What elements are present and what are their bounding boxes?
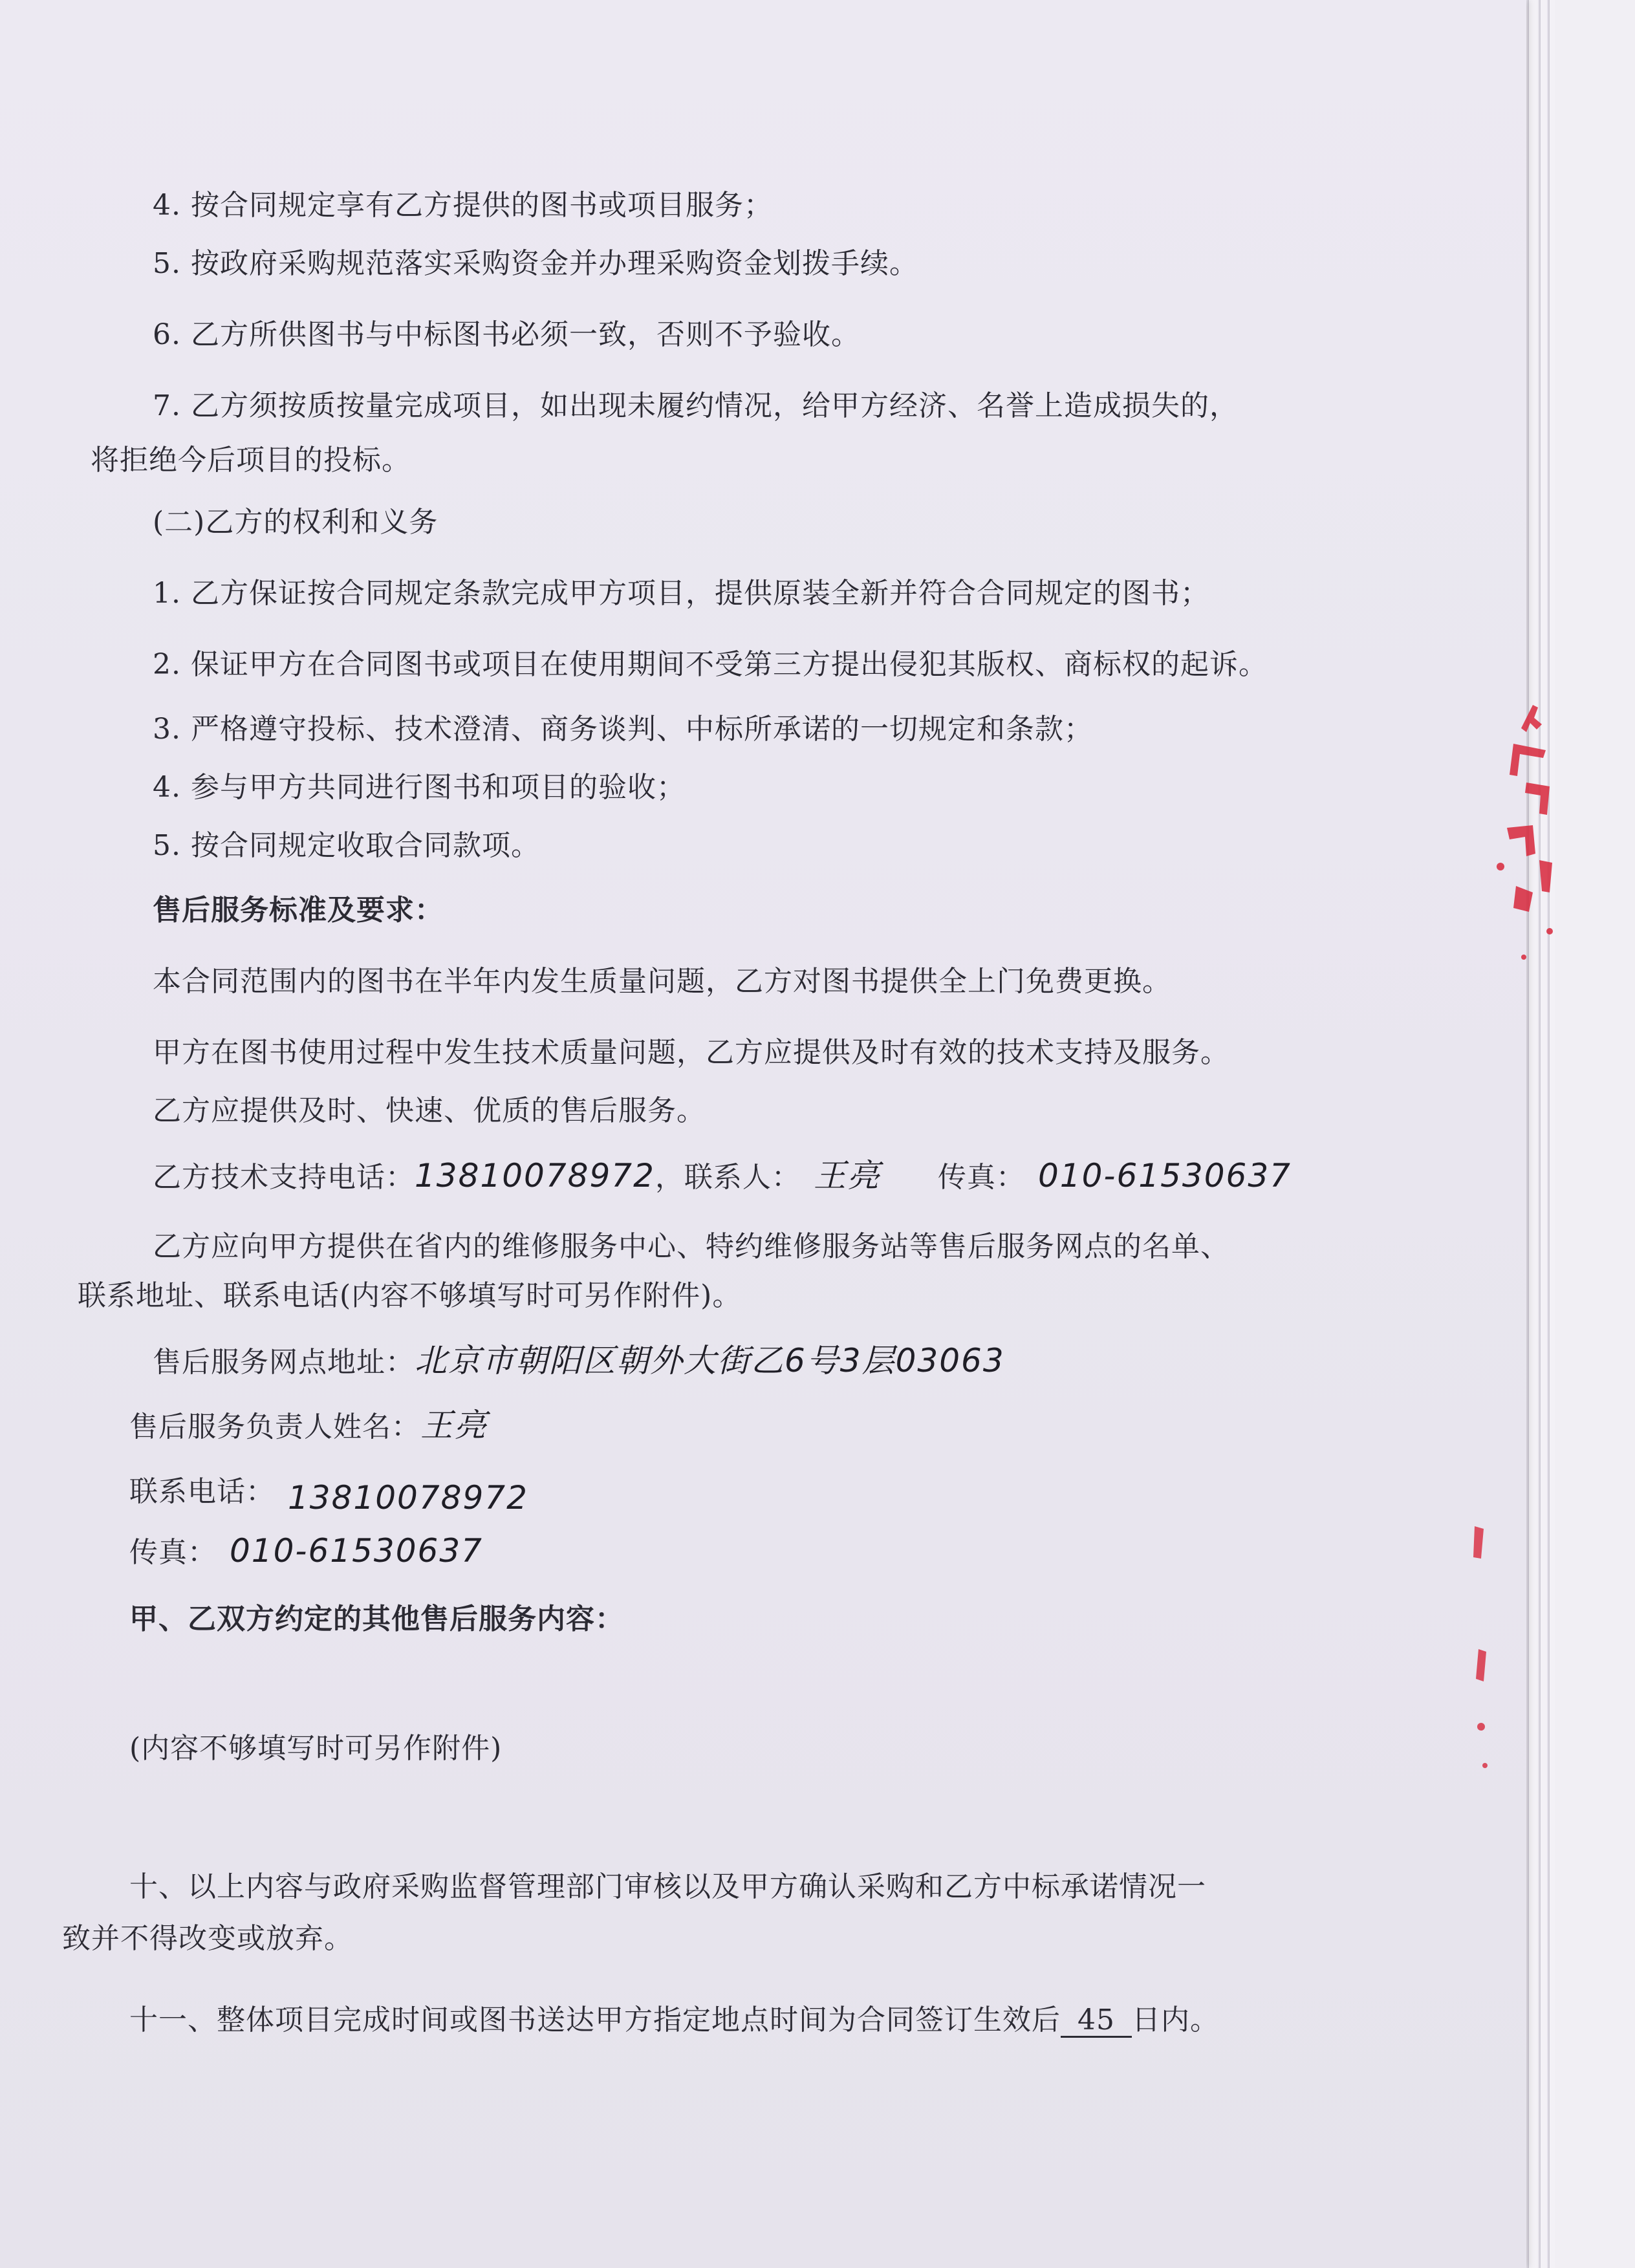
network-manager-value: 王亮 bbox=[420, 1407, 488, 1444]
support-fax-label: 传真： bbox=[938, 1161, 1025, 1194]
network-phone-label: 联系电话： bbox=[129, 1475, 275, 1508]
after-sales-1: 本合同范围内的图书在半年内发生质量问题，乙方对图书提供全上门免费更换。 bbox=[153, 965, 1171, 998]
seal-stamp-fragment bbox=[1488, 698, 1565, 970]
buyer-right-7: 7. 乙方须按质按量完成项目，如出现未履约情况，给甲方经济、名誉上造成损失的， bbox=[153, 389, 1239, 422]
network-phone-line bbox=[129, 1472, 528, 1517]
clause-11-line bbox=[129, 2002, 1219, 2038]
support-contact-value: 王亮 bbox=[813, 1157, 881, 1194]
network-address-line bbox=[153, 1343, 1005, 1381]
back-page bbox=[1555, 0, 1635, 2268]
network-fax-value: 010-61530637 bbox=[230, 1532, 483, 1570]
seller-duty-1: 1. 乙方保证按合同规定条款完成甲方项目，提供原装全新并符合合同规定的图书； bbox=[153, 577, 1209, 610]
buyer-right-7-cont: 将拒绝今后项目的投标。 bbox=[91, 444, 411, 477]
network-address-value: 北京市朝阳区朝外大街乙6号3层03063 bbox=[415, 1342, 1005, 1379]
seller-duty-5: 5. 按合同规定收取合同款项。 bbox=[153, 829, 540, 862]
network-manager-label: 售后服务负责人姓名： bbox=[129, 1410, 420, 1443]
page-edge bbox=[1548, 0, 1555, 2268]
other-services-heading: 甲、乙双方约定的其他售后服务内容： bbox=[129, 1603, 624, 1636]
after-sales-2: 甲方在图书使用过程中发生技术质量问题，乙方应提供及时有效的技术支持及服务。 bbox=[153, 1036, 1229, 1069]
buyer-right-6: 6. 乙方所供图书与中标图书必须一致，否则不予验收。 bbox=[153, 318, 860, 351]
buyer-right-4: 4. 按合同规定享有乙方提供的图书或项目服务； bbox=[153, 189, 773, 222]
support-contact-label: ，联系人： bbox=[655, 1161, 801, 1194]
support-phone-value: 13810078972 bbox=[415, 1157, 655, 1194]
seller-duty-2: 2. 保证甲方在合同图书或项目在使用期间不受第三方提出侵犯其版权、商标权的起诉。 bbox=[153, 648, 1268, 681]
network-address-label: 售后服务网点地址： bbox=[153, 1346, 415, 1379]
network-line-2: 联系地址、联系电话(内容不够填写时可另作附件)。 bbox=[78, 1279, 742, 1312]
network-fax-line bbox=[129, 1533, 483, 1571]
section-seller-rights: (二)乙方的权利和义务 bbox=[153, 506, 439, 539]
after-sales-heading: 售后服务标准及要求： bbox=[153, 894, 444, 927]
network-phone-value: 13810078972 bbox=[288, 1479, 528, 1517]
stamp-ink-marks bbox=[1455, 1520, 1507, 1778]
page-edge bbox=[1539, 0, 1547, 2268]
clause-11-suffix: 日内。 bbox=[1132, 2003, 1219, 2036]
clause-10-line-1: 十、以上内容与政府采购监督管理部门审核以及甲方确认采购和乙方中标承诺情况一 bbox=[129, 1870, 1206, 1903]
support-fax-value: 010-61530637 bbox=[1038, 1157, 1292, 1194]
clause-11-prefix: 十一、整体项目完成时间或图书送达甲方指定地点时间为合同签订生效后 bbox=[129, 2003, 1061, 2036]
other-services-note: (内容不够填写时可另作附件) bbox=[129, 1732, 503, 1765]
network-line-1: 乙方应向甲方提供在省内的维修服务中心、特约维修服务站等售后服务网点的名单、 bbox=[153, 1230, 1229, 1263]
after-sales-3: 乙方应提供及时、快速、优质的售后服务。 bbox=[153, 1094, 706, 1127]
clause-10-line-2: 致并不得改变或放弃。 bbox=[62, 1922, 353, 1955]
support-line bbox=[153, 1158, 881, 1196]
page-edge bbox=[1528, 0, 1538, 2268]
network-fax-label: 传真： bbox=[129, 1536, 217, 1569]
support-fax-line bbox=[938, 1158, 1292, 1196]
seller-duty-3: 3. 严格遵守投标、技术澄清、商务谈判、中标所承诺的一切规定和条款； bbox=[153, 713, 1093, 746]
network-manager-line bbox=[129, 1407, 488, 1445]
clause-11-days: 45 bbox=[1061, 2005, 1132, 2038]
support-phone-label: 乙方技术支持电话： bbox=[153, 1161, 415, 1194]
buyer-right-5: 5. 按政府采购规范落实采购资金并办理采购资金划拨手续。 bbox=[153, 247, 918, 280]
seller-duty-4: 4. 参与甲方共同进行图书和项目的验收； bbox=[153, 771, 686, 804]
